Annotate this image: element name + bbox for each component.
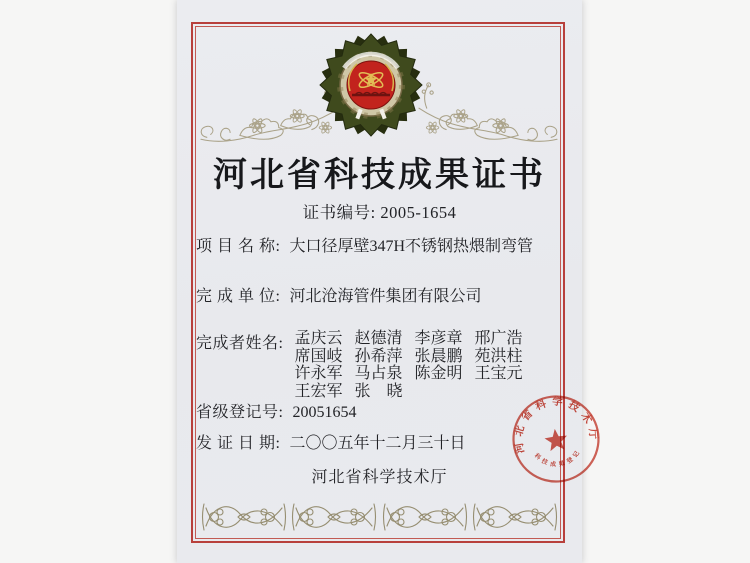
authors-line <box>294 365 534 383</box>
author-name: 张 晓 <box>354 382 403 400</box>
floral-ornament-right-icon <box>414 79 562 149</box>
scroll-ornament-icon <box>381 496 469 538</box>
author-name: 王宏军 <box>294 382 343 400</box>
author-name: 许永军 <box>294 365 343 383</box>
issue-date-label: 发 证 日 期: <box>196 435 281 452</box>
completing-unit-label: 完 成 单 位: <box>196 288 281 305</box>
project-name-value: 大口径厚壁347H不锈钢热煨制弯管 <box>289 238 534 255</box>
completing-unit-value: 河北沧海管件集团有限公司 <box>289 288 482 305</box>
author-name: 陈金明 <box>414 365 463 383</box>
author-name: 马占泉 <box>354 365 403 383</box>
author-name: 张晨鹏 <box>414 347 463 365</box>
issue-date-value: 二〇〇五年十二月三十日 <box>289 435 466 452</box>
scroll-ornament-icon <box>200 496 288 538</box>
bottom-ornament-band <box>200 496 559 538</box>
seal-bottom-text: 科技成果登记 <box>532 447 583 469</box>
author-name: 孟庆云 <box>294 330 343 347</box>
author-name: 席国岐 <box>294 347 343 365</box>
author-name: 王宝元 <box>474 365 523 383</box>
author-name: 孙希萍 <box>354 347 403 365</box>
registry-number-value: 20051654 <box>292 404 357 421</box>
medal-emblem-icon <box>319 33 423 137</box>
seal-ring-text: 河北省科学技术厅 <box>513 396 599 455</box>
certificate-title: 河北省科技成果证书 <box>213 157 546 194</box>
registry-number-row <box>196 399 568 422</box>
project-name-label: 项 目 名 称: <box>196 238 281 255</box>
author-name: 李彦章 <box>414 330 463 347</box>
author-name: 赵德清 <box>354 330 403 347</box>
authors-row <box>196 330 568 400</box>
authors-line <box>294 383 534 401</box>
issue-date-row <box>196 430 568 453</box>
certificate-number-line <box>177 199 582 223</box>
project-name-row <box>196 233 568 256</box>
registry-number-label: 省级登记号: <box>196 404 284 421</box>
completing-unit-row <box>196 283 568 306</box>
authors-line <box>294 348 534 366</box>
scroll-ornament-icon <box>471 496 559 538</box>
author-name: 苑洪柱 <box>474 347 523 365</box>
certificate-paper <box>177 0 599 563</box>
author-name: 邢广浩 <box>474 330 523 347</box>
authors-label: 完成者姓名: <box>196 335 284 352</box>
issuer-name: 河北省科学技术厅 <box>311 469 448 486</box>
authors-line <box>294 330 534 348</box>
scroll-ornament-icon <box>290 496 378 538</box>
certificate-number-label: 证书编号: <box>302 203 376 222</box>
certificate-number-value: 2005-1654 <box>380 203 457 222</box>
authors-grid <box>294 330 534 400</box>
